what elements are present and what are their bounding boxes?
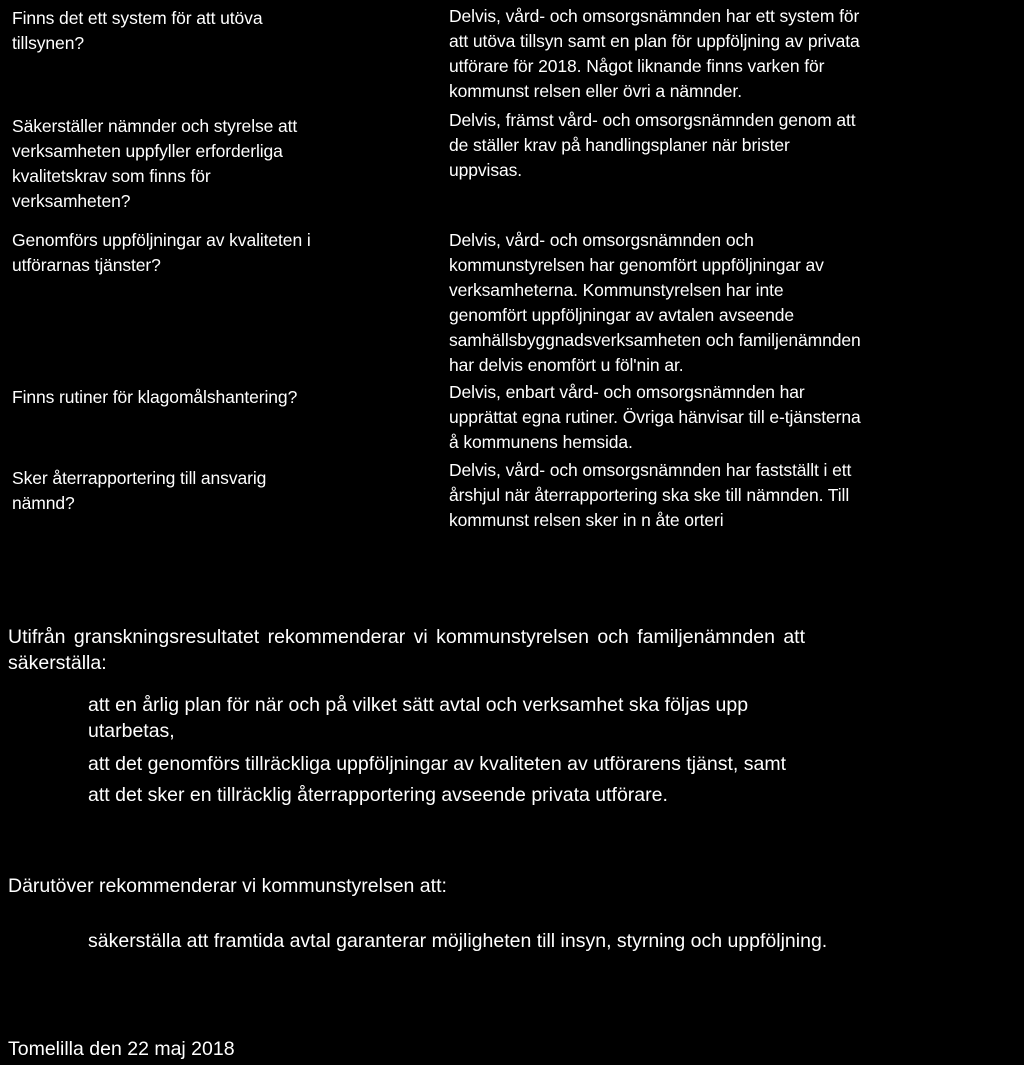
place-date: Tomelilla den 22 maj 2018 <box>8 1038 235 1060</box>
recommendation-item-aterrapportering: att det sker en tillräcklig återrapportering avseende privata utförare. <box>88 784 668 806</box>
question-klagomal: Finns rutiner för klagomålshantering? <box>12 387 298 407</box>
question-system-tillsyn: Finns det ett system för att utöva tillsynen? <box>12 8 263 53</box>
recommendation-item-plan: att en årlig plan för när och på vilket sätt avtal och verksamhet ska följas upp utarbetas, <box>88 694 749 742</box>
recommendations-intro: Utifrån granskningsresultatet rekommenderar vi kommunstyrelsen och familjenämnden att säkerställa: <box>8 626 806 674</box>
question-uppfoljningar: Genomförs uppföljningar av kvaliteten i utförarnas tjänster? <box>12 230 311 275</box>
question-aterrapportering: Sker återrapportering till ansvarig nämnd? <box>12 468 267 513</box>
additional-item-avtal: säkerställa att framtida avtal garanterar möjligheten till insyn, styrning och uppföljning. <box>88 930 828 952</box>
additional-intro: Därutöver rekommenderar vi kommunstyrelsen att: <box>8 875 447 897</box>
answer-kvalitetskrav: Delvis, främst vård- och omsorgsnämnden genom att de ställer krav på handlingsplaner när brister uppvisas. <box>449 110 856 180</box>
question-kvalitetskrav: Säkerställer nämnder och styrelse att verksamheten uppfyller erforderliga kvalitetskrav som finns för verksamheten? <box>12 116 298 211</box>
answer-klagomal: Delvis, enbart vård- och omsorgsnämnden har upprättat egna rutiner. Övriga hänvisar till e-tjänsterna å kommunens hemsida. <box>449 382 861 452</box>
answer-system-tillsyn: Delvis, vård- och omsorgsnämnden har ett system för att utöva tillsyn samt en plan för uppföljning av privata utförare för 2018. Något liknande finns varken för kommunst relsen eller övri a nämnder. <box>449 6 860 101</box>
answer-uppfoljningar: Delvis, vård- och omsorgsnämnden och kommunstyrelsen har genomfört uppföljningar av verksamheterna. Kommunstyrelsen har inte genomfört uppföljningar av avtalen avseende samhällsbyggnadsverksamheten och familjenämnden har delvis enomfört u föl'nin ar. <box>449 230 861 375</box>
recommendation-item-uppfoljning: att det genomförs tillräckliga uppföljningar av kvaliteten av utförarens tjänst, samt <box>88 753 787 775</box>
answer-aterrapportering: Delvis, vård- och omsorgsnämnden har fastställt i ett årshjul när återrapportering ska ske till nämnden. Till kommunst relsen sker in n åte orteri <box>449 460 852 530</box>
